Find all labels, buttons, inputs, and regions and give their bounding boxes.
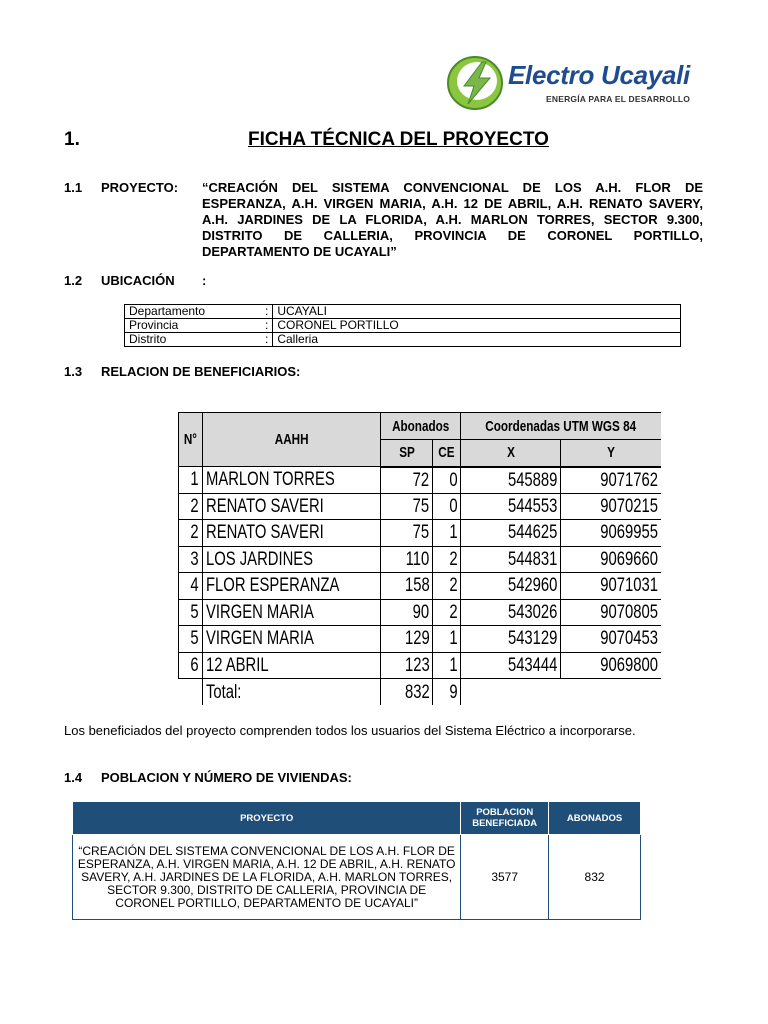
cell-y-text: 9070453 [599,628,658,650]
cell-ce [433,573,461,600]
cell-aahh-text: RENATO SAVERI [205,495,324,517]
cell-ce-text: 0 [448,495,458,517]
cell-ce-text: 1 [448,522,458,544]
project-description: “CREACIÓN DEL SISTEMA CONVENCIONAL DE LOS A.H. FLOR DE ESPERANZA, A.H. VIRGEN MARIA, A.H. 12 DE ABRIL, A.H. RENATO SAVERY, A.H. JARDINES DE LA FLORIDA, A.H. MARLON TORRES, SECTOR 9.300, DISTRITO DE CALLERIA, PROVINCIA DE CORONEL PORTILLO, DEPARTAMENTO DE UCAYALI” [202,180,703,259]
col-header-x-text: X [506,444,515,462]
location-value: UCAYALI [273,305,681,319]
cell-aahh-text: VIRGEN MARIA [205,628,314,650]
cell-aahh [202,599,380,626]
cell-ce [433,467,461,494]
col-header-aahh-text: AAHH [274,431,309,448]
page-title: FICHA TÉCNICA DEL PROYECTO [248,129,549,150]
cell-sp [380,546,432,573]
location-key: Departamento [125,305,262,319]
cell-aahh [202,626,380,653]
cell-x-text: 543026 [507,601,558,623]
cell-y [561,626,661,653]
cell-sp-text: 129 [404,628,430,650]
section-1-4-number: 1.4 [64,770,83,785]
table-row [179,467,661,494]
cell-n-text: 2 [190,522,199,544]
col-header-abonados-text: Abonados [391,417,450,435]
cell-aahh-text: MARLON TORRES [205,469,335,491]
section-1-4-label: POBLACION Y NÚMERO DE VIVIENDAS: [101,770,352,785]
cell-y-text: 9071762 [599,469,658,491]
cell-x [461,546,561,573]
cell-ce [433,520,461,547]
location-key: Provincia [125,319,262,333]
population-count-cell: 3577 [461,835,549,920]
cell-y-text: 9071031 [599,575,658,597]
cell-x-text: 544831 [507,548,558,570]
cell-x [461,626,561,653]
cell-aahh [202,546,380,573]
col-header-coords [461,413,661,440]
col-header-sp-text: SP [398,444,415,462]
col-header-x [461,440,561,467]
beneficiaries-table-wrap [178,412,658,705]
population-abonados-cell: 832 [549,835,641,920]
cell-n [179,520,203,547]
cell-ce [433,599,461,626]
cell-n-text: 4 [190,575,199,597]
cell-n [179,573,203,600]
cell-n [179,467,203,494]
section-1-2-label: UBICACIÓN [101,273,175,288]
cell-y [561,652,661,679]
col-header-ce-text: CE [438,444,455,462]
cell-x [461,573,561,600]
cell-total-empty [179,679,203,706]
cell-n-text: 5 [190,628,199,650]
cell-x-text: 543444 [507,654,558,676]
cell-n-text: 1 [190,469,199,491]
table-row [179,652,661,679]
section-1-2-number: 1.2 [64,273,83,288]
col-header-aahh [202,413,380,467]
section-1-3-label: RELACION DE BENEFICIARIOS: [101,364,301,379]
cell-sp [380,520,432,547]
section-1-3-number: 1.3 [64,364,83,379]
beneficiaries-table [178,412,661,705]
cell-aahh-text: VIRGEN MARIA [205,601,314,623]
cell-y-text: 9070805 [599,601,658,623]
cell-ce-text: 0 [448,469,458,491]
cell-sp-text: 72 [412,469,430,491]
population-project-cell: “CREACIÓN DEL SISTEMA CONVENCIONAL DE LOS A.H. FLOR DE ESPERANZA, A.H. VIRGEN MARIA, A.H. 12 DE ABRIL, A.H. RENATO SAVERY, A.H. JARDINES DE LA FLORIDA, A.H. MARLON TORRES, SECTOR 9.300, DISTRITO DE CALLERIA, PROVINCIA DE CORONEL PORTILLO, DEPARTAMENTO DE UCAYALI” [73,835,461,920]
cell-n [179,546,203,573]
location-row [125,333,681,347]
table-row [179,599,661,626]
table-row [179,626,661,653]
cell-total-label-text: Total: [205,681,242,703]
cell-sp-text: 90 [412,601,430,623]
col-header-proyecto: PROYECTO [73,802,461,835]
table-row [179,493,661,520]
cell-x-text: 545889 [507,469,558,491]
cell-x [461,467,561,494]
logo-brand-second: Ucayali [600,60,690,90]
cell-ce-text: 2 [448,548,458,570]
location-sep: : [261,305,273,319]
cell-x [461,493,561,520]
cell-x [461,652,561,679]
cell-aahh [202,573,380,600]
location-key: Distrito [125,333,262,347]
cell-total-sp-text: 832 [404,681,430,703]
cell-aahh [202,652,380,679]
location-row [125,319,681,333]
cell-ce-text: 1 [448,654,458,676]
location-table [124,304,681,347]
cell-n [179,493,203,520]
cell-y-text: 9069660 [599,548,658,570]
cell-n [179,652,203,679]
cell-total-empty-x [461,679,561,706]
table-row [179,546,661,573]
cell-ce [433,493,461,520]
cell-y [561,546,661,573]
cell-y [561,467,661,494]
cell-total-empty-y [561,679,661,706]
cell-x [461,520,561,547]
cell-ce-text: 1 [448,628,458,650]
cell-x-text: 544625 [507,522,558,544]
cell-aahh-text: RENATO SAVERI [205,522,324,544]
cell-total-label [202,679,380,706]
section-1-2-colon: : [202,273,207,288]
location-sep: : [261,333,273,347]
cell-y [561,573,661,600]
location-sep: : [261,319,273,333]
location-value: CORONEL PORTILLO [273,319,681,333]
cell-sp-text: 75 [412,495,430,517]
cell-sp [380,652,432,679]
cell-sp-text: 123 [404,654,430,676]
cell-x [461,599,561,626]
cell-y [561,599,661,626]
cell-sp [380,599,432,626]
location-row [125,305,681,319]
table-row [179,520,661,547]
cell-aahh [202,520,380,547]
cell-y-text: 9070215 [599,495,658,517]
cell-ce [433,626,461,653]
cell-y [561,520,661,547]
cell-ce-text: 2 [448,575,458,597]
lightning-logo-icon [446,56,504,110]
cell-n-text: 3 [190,548,199,570]
heading-number: 1. [64,129,80,150]
location-value: Calleria [273,333,681,347]
cell-total-ce [433,679,461,706]
col-header-coords-text: Coordenadas UTM WGS 84 [485,417,637,435]
logo-brand-first: Electro [508,60,595,90]
col-header-sp [380,440,432,467]
col-header-abonados [380,413,460,440]
cell-y-text: 9069800 [599,654,658,676]
cell-aahh-text: LOS JARDINES [205,548,313,570]
beneficiaries-note: Los beneficiados del proyecto comprenden todos los usuarios del Sistema Eléctrico a incorporarse. [64,723,636,738]
cell-ce [433,652,461,679]
cell-aahh [202,493,380,520]
logo-brand [508,60,690,91]
cell-x-text: 542960 [507,575,558,597]
cell-aahh-text: FLOR ESPERANZA [205,575,340,597]
cell-sp [380,573,432,600]
cell-aahh [202,467,380,494]
col-header-y-text: Y [606,444,615,462]
cell-aahh-text: 12 ABRIL [205,654,269,676]
logo-tagline: ENERGÍA PARA EL DESARROLLO [546,94,691,104]
cell-n [179,599,203,626]
cell-x-text: 543129 [507,628,558,650]
table-row [179,573,661,600]
col-header-n [179,413,203,467]
cell-sp-text: 75 [412,522,430,544]
cell-n-text: 6 [190,654,199,676]
col-header-n-text: N° [183,431,197,448]
total-row [179,679,661,706]
cell-y [561,493,661,520]
cell-y-text: 9069955 [599,522,658,544]
cell-sp-text: 110 [405,548,430,570]
col-header-y [561,440,661,467]
cell-sp [380,467,432,494]
cell-x-text: 544553 [507,495,558,517]
cell-sp [380,493,432,520]
table-row [73,835,641,920]
population-table [72,801,641,920]
cell-ce-text: 2 [448,601,458,623]
cell-total-sp [380,679,432,706]
section-1-1-number: 1.1 [64,180,83,195]
cell-sp-text: 158 [404,575,430,597]
cell-total-ce-text: 9 [448,681,458,703]
cell-n-text: 2 [190,495,199,517]
cell-n [179,626,203,653]
cell-n-text: 5 [190,601,199,623]
col-header-abonados-pop: ABONADOS [549,802,641,835]
cell-ce [433,546,461,573]
col-header-poblacion: POBLACION BENEFICIADA [461,802,549,835]
cell-sp [380,626,432,653]
col-header-ce [433,440,461,467]
section-1-1-label: PROYECTO: [101,180,179,195]
